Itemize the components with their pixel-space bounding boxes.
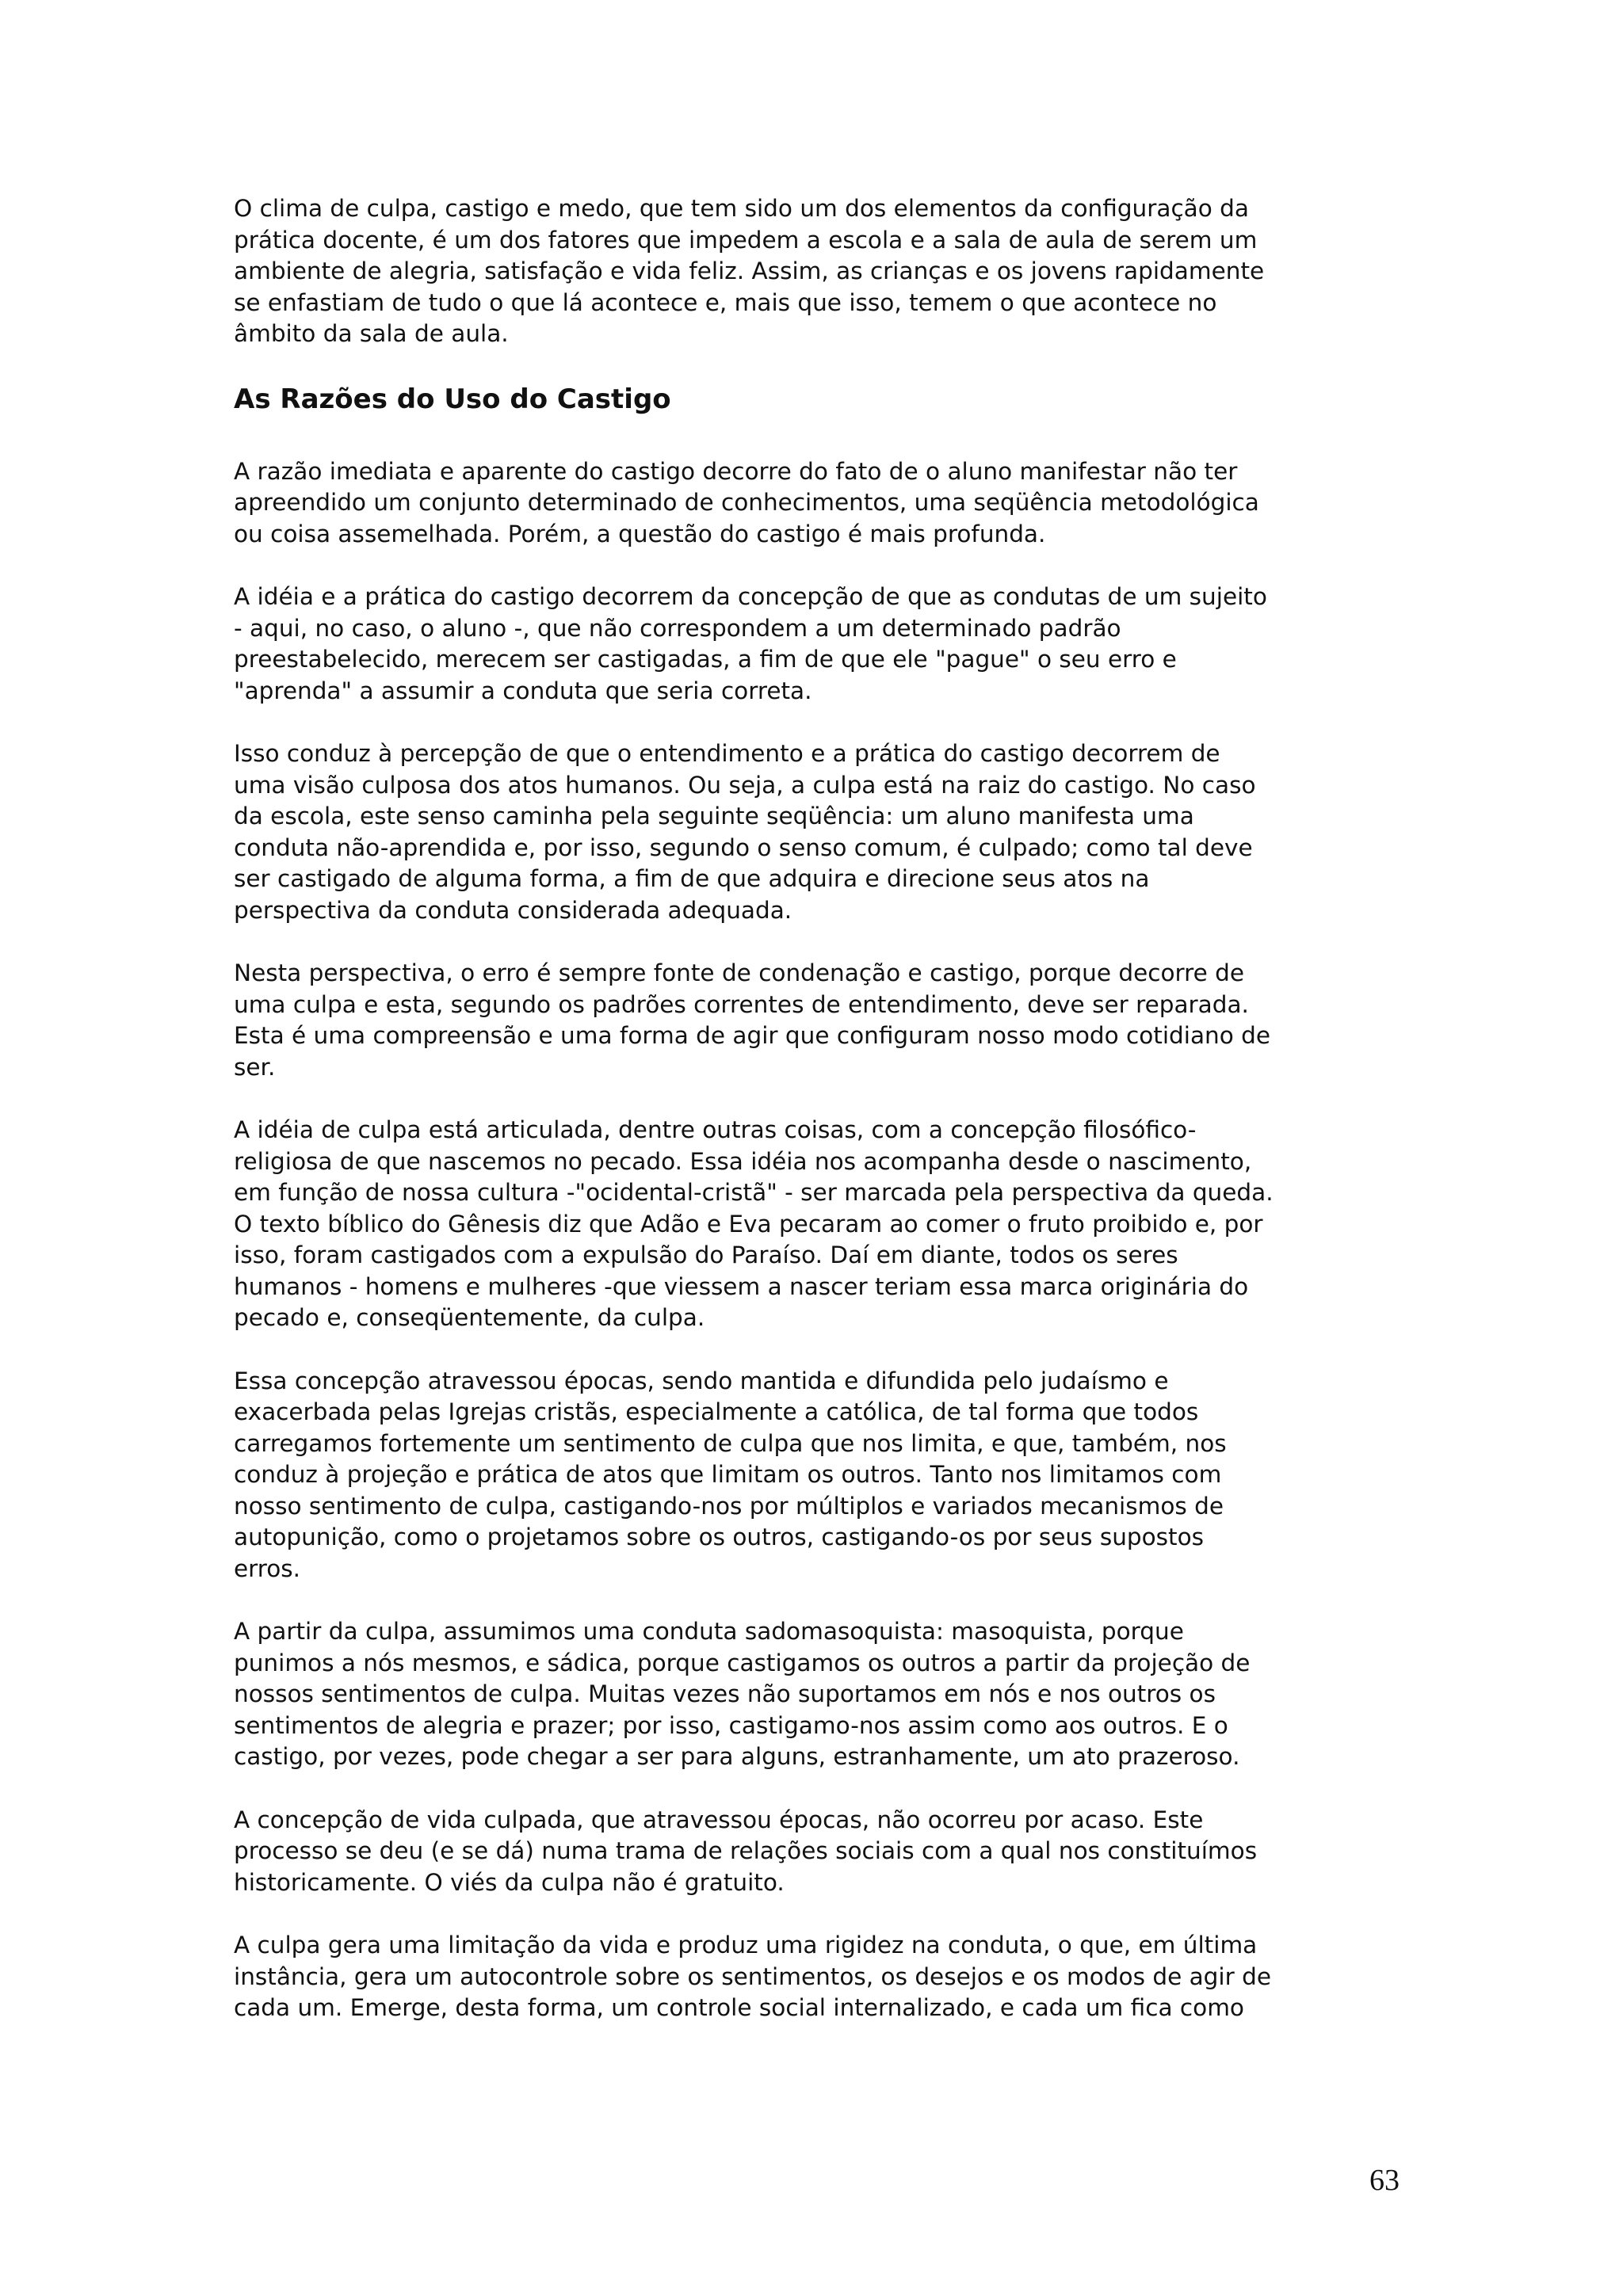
body-paragraph: A partir da culpa, assumimos uma conduta sadomasoquista: masoquista, porque punimos a nós mesmos, e sádica, porque castigamos os outros a partir da projeção de nossos sentimentos de culpa. Muitas vezes não suportamos em nós e nos outros os sentimentos de alegria e prazer; por isso, castigamo-nos assim como aos outros. E o castigo, por vezes, pode chegar a ser para alguns, estranhamente, um ato prazeroso. — [234, 1618, 1251, 1770]
body-paragraph: A idéia de culpa está articulada, dentre outras coisas, com a concepção filosófico- religiosa de que nascemos no pecado. Essa idéia nos acompanha desde o nascimento, em função de nossa cultura -"ocidental-cristã" - ser marcada pela perspectiva da queda. O texto bíblico do Gênesis diz que Adão e Eva pecaram ao comer o fruto proibido e, por isso, foram castigados com a expulsão do Paraíso. Daí em diante, todos os seres humanos - homens e mulheres -que viessem a nascer teriam essa marca originária do pecado e, conseqüentemente, da culpa. — [234, 1116, 1274, 1331]
body-paragraph: A culpa gera uma limitação da vida e produz uma rigidez na conduta, o que, em última instância, gera um autocontrole sobre os sentimentos, os desejos e os modos de agir de cada um. Emerge, desta forma, um controle social internalizado, e cada um fica como — [234, 1932, 1271, 2021]
body-paragraph: A idéia e a prática do castigo decorrem da concepção de que as condutas de um sujeito - aqui, no caso, o aluno -, que não correspondem a um determinado padrão preestabelecido, merecem ser castigadas, a fim de que ele "pague" o seu erro e "aprenda" a assumir a conduta que seria correta. — [234, 583, 1267, 704]
section-heading: As Razões do Uso do Castigo — [234, 383, 671, 415]
body-paragraph: Nesta perspectiva, o erro é sempre fonte de condenação e castigo, porque decorre de uma culpa e esta, segundo os padrões correntes de entendimento, deve ser reparada. Esta é uma compreensão e uma forma de agir que configuram nosso modo cotidiano de ser. — [234, 959, 1271, 1081]
body-paragraph: A concepção de vida culpada, que atravessou épocas, não ocorreu por acaso. Este processo se deu (e se dá) numa trama de relações sociais com a qual nos constituímos historicamente. O viés da culpa não é gratuito. — [234, 1806, 1258, 1896]
body-paragraph: A razão imediata e aparente do castigo decorre do fato de o aluno manifestar não ter apreendido um conjunto determinado de conhecimentos, uma seqüência metodológica ou coisa assemelhada. Porém, a questão do castigo é mais profunda. — [234, 457, 1259, 547]
body-paragraph: Essa concepção atravessou épocas, sendo mantida e difundida pelo judaísmo e exacerbada pelas Igrejas cristãs, especialmente a católica, de tal forma que todos carregamos fortemente um sentimento de culpa que nos limita, e que, também, nos conduz à projeção e prática de atos que limitam os outros. Tanto nos limitamos com nosso sentimento de culpa, castigando-nos por múltiplos e variados mecanismos de autopunição, como o projetamos sobre os outros, castigando-os por seus supostos erros. — [234, 1367, 1227, 1582]
document-body — [234, 193, 1407, 2056]
intro-paragraph: O clima de culpa, castigo e medo, que tem sido um dos elementos da configuração da prática docente, é um dos fatores que impedem a escola e a sala de aula de serem um ambiente de alegria, satisfação e vida feliz. Assim, as crianças e os jovens rapidamente se enfastiam de tudo o que lá acontece e, mais que isso, temem o que acontece no âmbito da sala de aula. — [234, 195, 1265, 347]
page-number: 63 — [1369, 2164, 1400, 2197]
body-paragraph: Isso conduz à percepção de que o entendimento e a prática do castigo decorrem de uma visão culposa dos atos humanos. Ou seja, a culpa está na raiz do castigo. No caso da escola, este senso caminha pela seguinte seqüência: um aluno manifesta uma conduta não-aprendida e, por isso, segundo o senso comum, é culpado; como tal deve ser castigado de alguma forma, a fim de que adquira e direcione seus atos na perspectiva da conduta considerada adequada. — [234, 740, 1256, 924]
